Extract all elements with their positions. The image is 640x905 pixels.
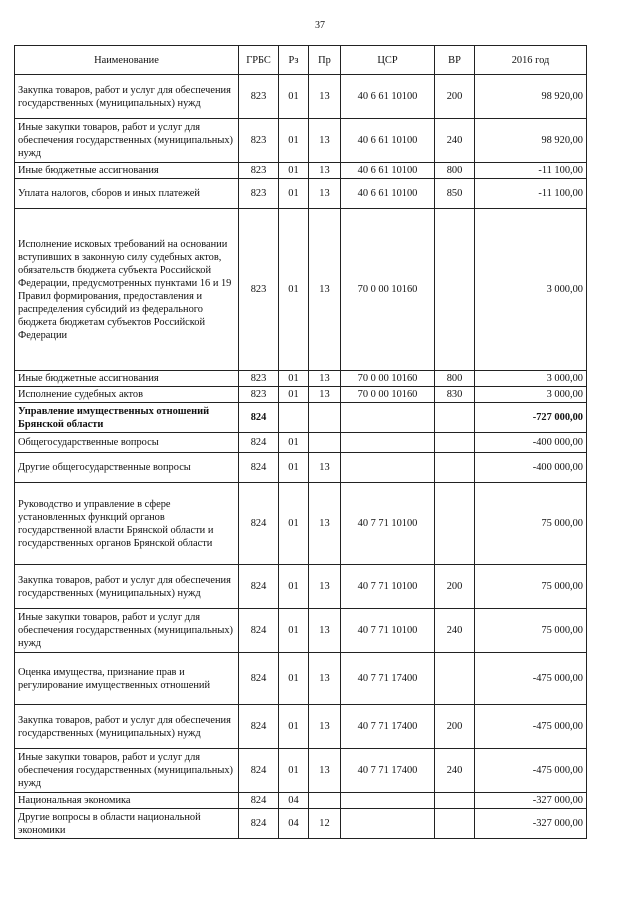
row-csr: 70 0 00 10160	[341, 371, 435, 387]
row-name: Закупка товаров, работ и услуг для обеспечения государственных (муниципальных) нужд	[15, 75, 239, 119]
row-amount: 3 000,00	[475, 209, 587, 371]
table-row	[15, 371, 587, 387]
row-rz: 01	[279, 371, 309, 387]
row-rz: 04	[279, 793, 309, 809]
row-pr: 13	[309, 387, 341, 403]
row-name: Руководство и управление в сфере установленных функций органов государственной власти Брянской области и государственных органов Брянской области	[15, 483, 239, 565]
row-pr: 13	[309, 75, 341, 119]
row-pr: 13	[309, 163, 341, 179]
row-amount: -400 000,00	[475, 433, 587, 453]
row-rz: 01	[279, 483, 309, 565]
row-amount: 98 920,00	[475, 75, 587, 119]
budget-table	[14, 45, 587, 839]
table-row	[15, 387, 587, 403]
row-rz: 04	[279, 809, 309, 839]
row-grbs: 823	[239, 209, 279, 371]
row-name: Управление имущественных отношений Брянской области	[15, 403, 239, 433]
row-csr	[341, 793, 435, 809]
row-amount: 75 000,00	[475, 609, 587, 653]
row-grbs: 824	[239, 453, 279, 483]
row-pr: 13	[309, 705, 341, 749]
row-csr	[341, 809, 435, 839]
row-rz: 01	[279, 705, 309, 749]
row-name: Закупка товаров, работ и услуг для обеспечения государственных (муниципальных) нужд	[15, 565, 239, 609]
row-pr	[309, 403, 341, 433]
row-amount: 75 000,00	[475, 483, 587, 565]
table-row	[15, 433, 587, 453]
table-row	[15, 453, 587, 483]
row-name: Закупка товаров, работ и услуг для обеспечения государственных (муниципальных) нужд	[15, 705, 239, 749]
row-grbs: 824	[239, 809, 279, 839]
row-pr: 13	[309, 209, 341, 371]
row-pr: 13	[309, 179, 341, 209]
row-amount: -327 000,00	[475, 809, 587, 839]
row-csr	[341, 403, 435, 433]
row-pr: 13	[309, 453, 341, 483]
row-amount: -475 000,00	[475, 653, 587, 705]
row-pr: 13	[309, 749, 341, 793]
row-grbs: 823	[239, 119, 279, 163]
row-csr: 40 7 71 17400	[341, 705, 435, 749]
row-grbs: 824	[239, 749, 279, 793]
row-amount: -327 000,00	[475, 793, 587, 809]
row-vr: 830	[435, 387, 475, 403]
row-amount: 3 000,00	[475, 371, 587, 387]
row-pr: 13	[309, 609, 341, 653]
row-vr	[435, 433, 475, 453]
row-grbs: 823	[239, 179, 279, 209]
row-name: Другие общегосударственные вопросы	[15, 453, 239, 483]
table-row	[15, 609, 587, 653]
table-row	[15, 75, 587, 119]
row-grbs: 824	[239, 609, 279, 653]
row-csr: 40 6 61 10100	[341, 75, 435, 119]
table-row	[15, 179, 587, 209]
row-vr: 200	[435, 565, 475, 609]
table-body	[15, 75, 587, 839]
table-row	[15, 209, 587, 371]
row-amount: -11 100,00	[475, 163, 587, 179]
header-rz: Рз	[279, 46, 309, 75]
header-vr: ВР	[435, 46, 475, 75]
row-rz	[279, 403, 309, 433]
row-amount: 98 920,00	[475, 119, 587, 163]
row-amount: -475 000,00	[475, 749, 587, 793]
header-name: Наименование	[15, 46, 239, 75]
header-csr: ЦСР	[341, 46, 435, 75]
table-row	[15, 403, 587, 433]
row-name: Исполнение исковых требований на основании вступивших в законную силу судебных актов, обязательств бюджета субъекта Российской Федерации, предусмотренных пунктами 16 и 19 Правил формирования, предоставления и распределения субсидий из федерального бюджета бюджетам субъектов Российской Федерации	[15, 209, 239, 371]
row-grbs: 823	[239, 387, 279, 403]
row-amount: 75 000,00	[475, 565, 587, 609]
row-grbs: 824	[239, 433, 279, 453]
row-csr: 40 7 71 10100	[341, 609, 435, 653]
row-csr	[341, 433, 435, 453]
row-rz: 01	[279, 179, 309, 209]
table-row	[15, 163, 587, 179]
table-row	[15, 793, 587, 809]
row-name: Национальная экономика	[15, 793, 239, 809]
header-grbs: ГРБС	[239, 46, 279, 75]
table-row	[15, 809, 587, 839]
row-vr: 200	[435, 75, 475, 119]
row-rz: 01	[279, 453, 309, 483]
row-amount: -475 000,00	[475, 705, 587, 749]
row-name: Иные закупки товаров, работ и услуг для обеспечения государственных (муниципальных) нужд	[15, 749, 239, 793]
row-pr: 13	[309, 653, 341, 705]
row-grbs: 823	[239, 163, 279, 179]
row-rz: 01	[279, 119, 309, 163]
row-rz: 01	[279, 209, 309, 371]
row-rz: 01	[279, 565, 309, 609]
row-grbs: 824	[239, 403, 279, 433]
row-vr: 800	[435, 371, 475, 387]
row-csr: 40 6 61 10100	[341, 179, 435, 209]
row-name: Иные бюджетные ассигнования	[15, 371, 239, 387]
row-vr	[435, 209, 475, 371]
row-vr: 800	[435, 163, 475, 179]
row-csr: 40 7 71 17400	[341, 749, 435, 793]
row-rz: 01	[279, 75, 309, 119]
row-rz: 01	[279, 609, 309, 653]
row-csr: 70 0 00 10160	[341, 387, 435, 403]
row-vr	[435, 653, 475, 705]
row-csr: 40 7 71 10100	[341, 483, 435, 565]
row-grbs: 823	[239, 371, 279, 387]
row-name: Исполнение судебных актов	[15, 387, 239, 403]
row-pr: 12	[309, 809, 341, 839]
row-vr: 240	[435, 119, 475, 163]
row-amount: -11 100,00	[475, 179, 587, 209]
row-vr	[435, 809, 475, 839]
row-vr	[435, 483, 475, 565]
row-pr	[309, 793, 341, 809]
header-pr: Пр	[309, 46, 341, 75]
row-pr	[309, 433, 341, 453]
row-rz: 01	[279, 387, 309, 403]
row-pr: 13	[309, 371, 341, 387]
row-vr: 240	[435, 749, 475, 793]
row-vr	[435, 453, 475, 483]
table-row	[15, 705, 587, 749]
page-number: 37	[315, 20, 325, 31]
row-vr: 240	[435, 609, 475, 653]
row-rz: 01	[279, 749, 309, 793]
row-vr: 200	[435, 705, 475, 749]
row-grbs: 824	[239, 705, 279, 749]
row-csr: 40 6 61 10100	[341, 119, 435, 163]
table-row	[15, 483, 587, 565]
row-amount: 3 000,00	[475, 387, 587, 403]
row-grbs: 824	[239, 793, 279, 809]
row-amount: -400 000,00	[475, 453, 587, 483]
table-row	[15, 119, 587, 163]
row-amount: -727 000,00	[475, 403, 587, 433]
row-rz: 01	[279, 433, 309, 453]
row-name: Уплата налогов, сборов и иных платежей	[15, 179, 239, 209]
row-pr: 13	[309, 483, 341, 565]
row-name: Другие вопросы в области национальной экономики	[15, 809, 239, 839]
row-pr: 13	[309, 119, 341, 163]
row-name: Иные бюджетные ассигнования	[15, 163, 239, 179]
row-rz: 01	[279, 163, 309, 179]
row-csr: 40 7 71 10100	[341, 565, 435, 609]
row-grbs: 824	[239, 483, 279, 565]
row-csr	[341, 453, 435, 483]
table-row	[15, 749, 587, 793]
table-row	[15, 565, 587, 609]
table-row	[15, 653, 587, 705]
row-grbs: 824	[239, 565, 279, 609]
row-vr: 850	[435, 179, 475, 209]
row-grbs: 823	[239, 75, 279, 119]
row-rz: 01	[279, 653, 309, 705]
table-header-row	[15, 46, 587, 75]
row-vr	[435, 793, 475, 809]
header-year: 2016 год	[475, 46, 587, 75]
row-csr: 70 0 00 10160	[341, 209, 435, 371]
row-grbs: 824	[239, 653, 279, 705]
row-csr: 40 6 61 10100	[341, 163, 435, 179]
row-csr: 40 7 71 17400	[341, 653, 435, 705]
row-pr: 13	[309, 565, 341, 609]
row-name: Оценка имущества, признание прав и регулирование имущественных отношений	[15, 653, 239, 705]
row-vr	[435, 403, 475, 433]
row-name: Иные закупки товаров, работ и услуг для обеспечения государственных (муниципальных) нужд	[15, 119, 239, 163]
row-name: Иные закупки товаров, работ и услуг для обеспечения государственных (муниципальных) нужд	[15, 609, 239, 653]
row-name: Общегосударственные вопросы	[15, 433, 239, 453]
